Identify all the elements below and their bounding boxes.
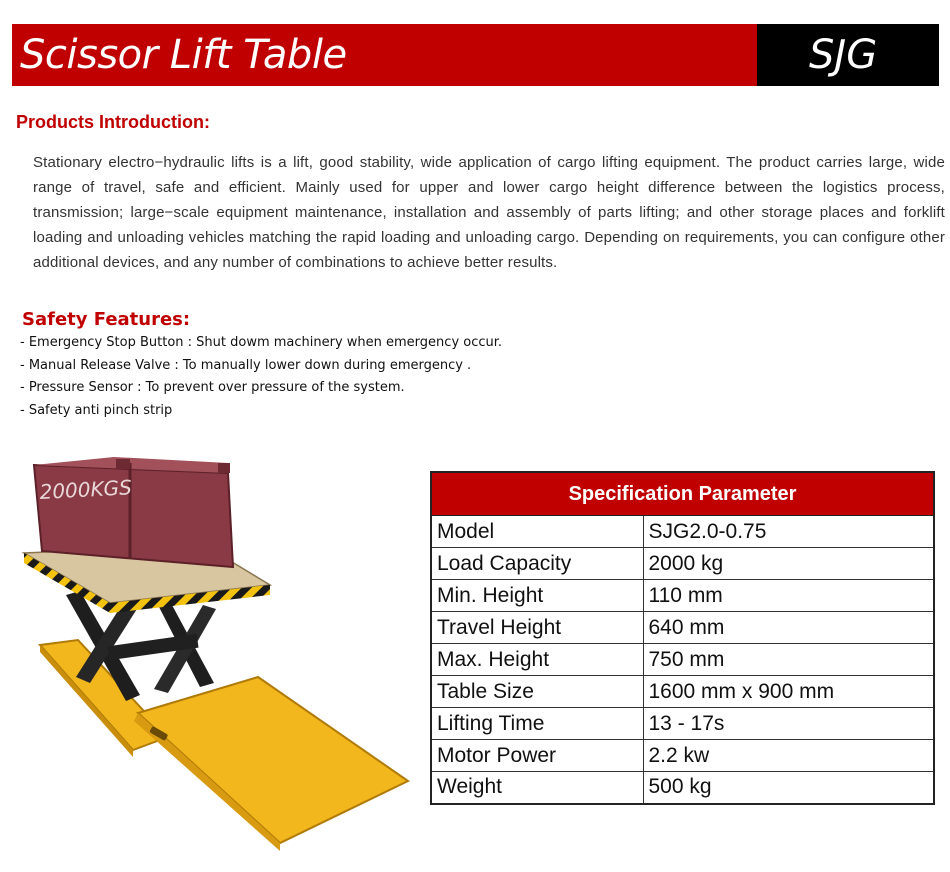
intro-heading: Products Introduction: bbox=[16, 112, 210, 132]
spec-value: 640 mm bbox=[643, 612, 934, 644]
table-row bbox=[431, 548, 934, 580]
spec-label: Load Capacity bbox=[431, 548, 643, 580]
safety-item: - Manual Release Valve : To manually lower down during emergency . bbox=[20, 357, 472, 373]
spec-value: 1600 mm x 900 mm bbox=[643, 676, 934, 708]
table-row bbox=[431, 772, 934, 804]
table-row bbox=[431, 740, 934, 772]
spec-label: Model bbox=[431, 516, 643, 548]
safety-item: - Safety anti pinch strip bbox=[20, 402, 173, 418]
safety-item: - Pressure Sensor : To prevent over pressure of the system. bbox=[20, 380, 405, 395]
safety-heading: Safety Features: bbox=[22, 309, 191, 330]
spec-value: SJG2.0-0.75 bbox=[643, 516, 934, 548]
spec-value: 110 mm bbox=[643, 580, 934, 612]
lifting-eye bbox=[218, 463, 230, 473]
spec-value: 13 - 17s bbox=[643, 708, 934, 740]
spec-value: 2000 kg bbox=[643, 548, 934, 580]
box-label: 2000KGS bbox=[39, 475, 133, 504]
spec-label: Travel Height bbox=[431, 612, 643, 644]
model-code: SJG bbox=[757, 24, 939, 86]
spec-value: 2.2 kw bbox=[643, 740, 934, 772]
page-title: Scissor Lift Table bbox=[12, 24, 757, 86]
table-row bbox=[431, 644, 934, 676]
scissor-lift-photo bbox=[18, 455, 410, 855]
spec-heading: Specification Parameter bbox=[431, 472, 934, 516]
safety-item: - Emergency Stop Button : Shut dowm machinery when emergency occur. bbox=[20, 335, 503, 350]
table-row bbox=[431, 708, 934, 740]
table-row bbox=[431, 580, 934, 612]
table-row bbox=[431, 676, 934, 708]
table-row bbox=[431, 612, 934, 644]
spec-value: 500 kg bbox=[643, 772, 934, 804]
safety-list bbox=[20, 332, 502, 422]
spec-label: Weight bbox=[431, 772, 643, 804]
spec-label: Table Size bbox=[431, 676, 643, 708]
spec-value: 750 mm bbox=[643, 644, 934, 676]
table-row bbox=[431, 516, 934, 548]
spec-label: Lifting Time bbox=[431, 708, 643, 740]
lifting-eye bbox=[116, 459, 130, 469]
spec-label: Min. Height bbox=[431, 580, 643, 612]
spec-table bbox=[430, 471, 935, 805]
spec-label: Motor Power bbox=[431, 740, 643, 772]
spec-header-row bbox=[431, 472, 934, 516]
spec-label: Max. Height bbox=[431, 644, 643, 676]
title-banner bbox=[12, 24, 939, 86]
intro-paragraph: Stationary electro−hydraulic lifts is a lift, good stability, wide application of cargo lifting equipment. The product carries large, wide range of travel, safe and efficient. Mainly used for upper and lower cargo height difference between the logistics process, transmission; large−scale equipment maintenance, installation and assembly of parts lifting; and other storage places and forklift loading and unloading vehicles matching the rapid loading and unloading cargo. Depending on requirements, you can configure other additional devices, and any number of combinations to achieve better results. bbox=[33, 154, 945, 271]
